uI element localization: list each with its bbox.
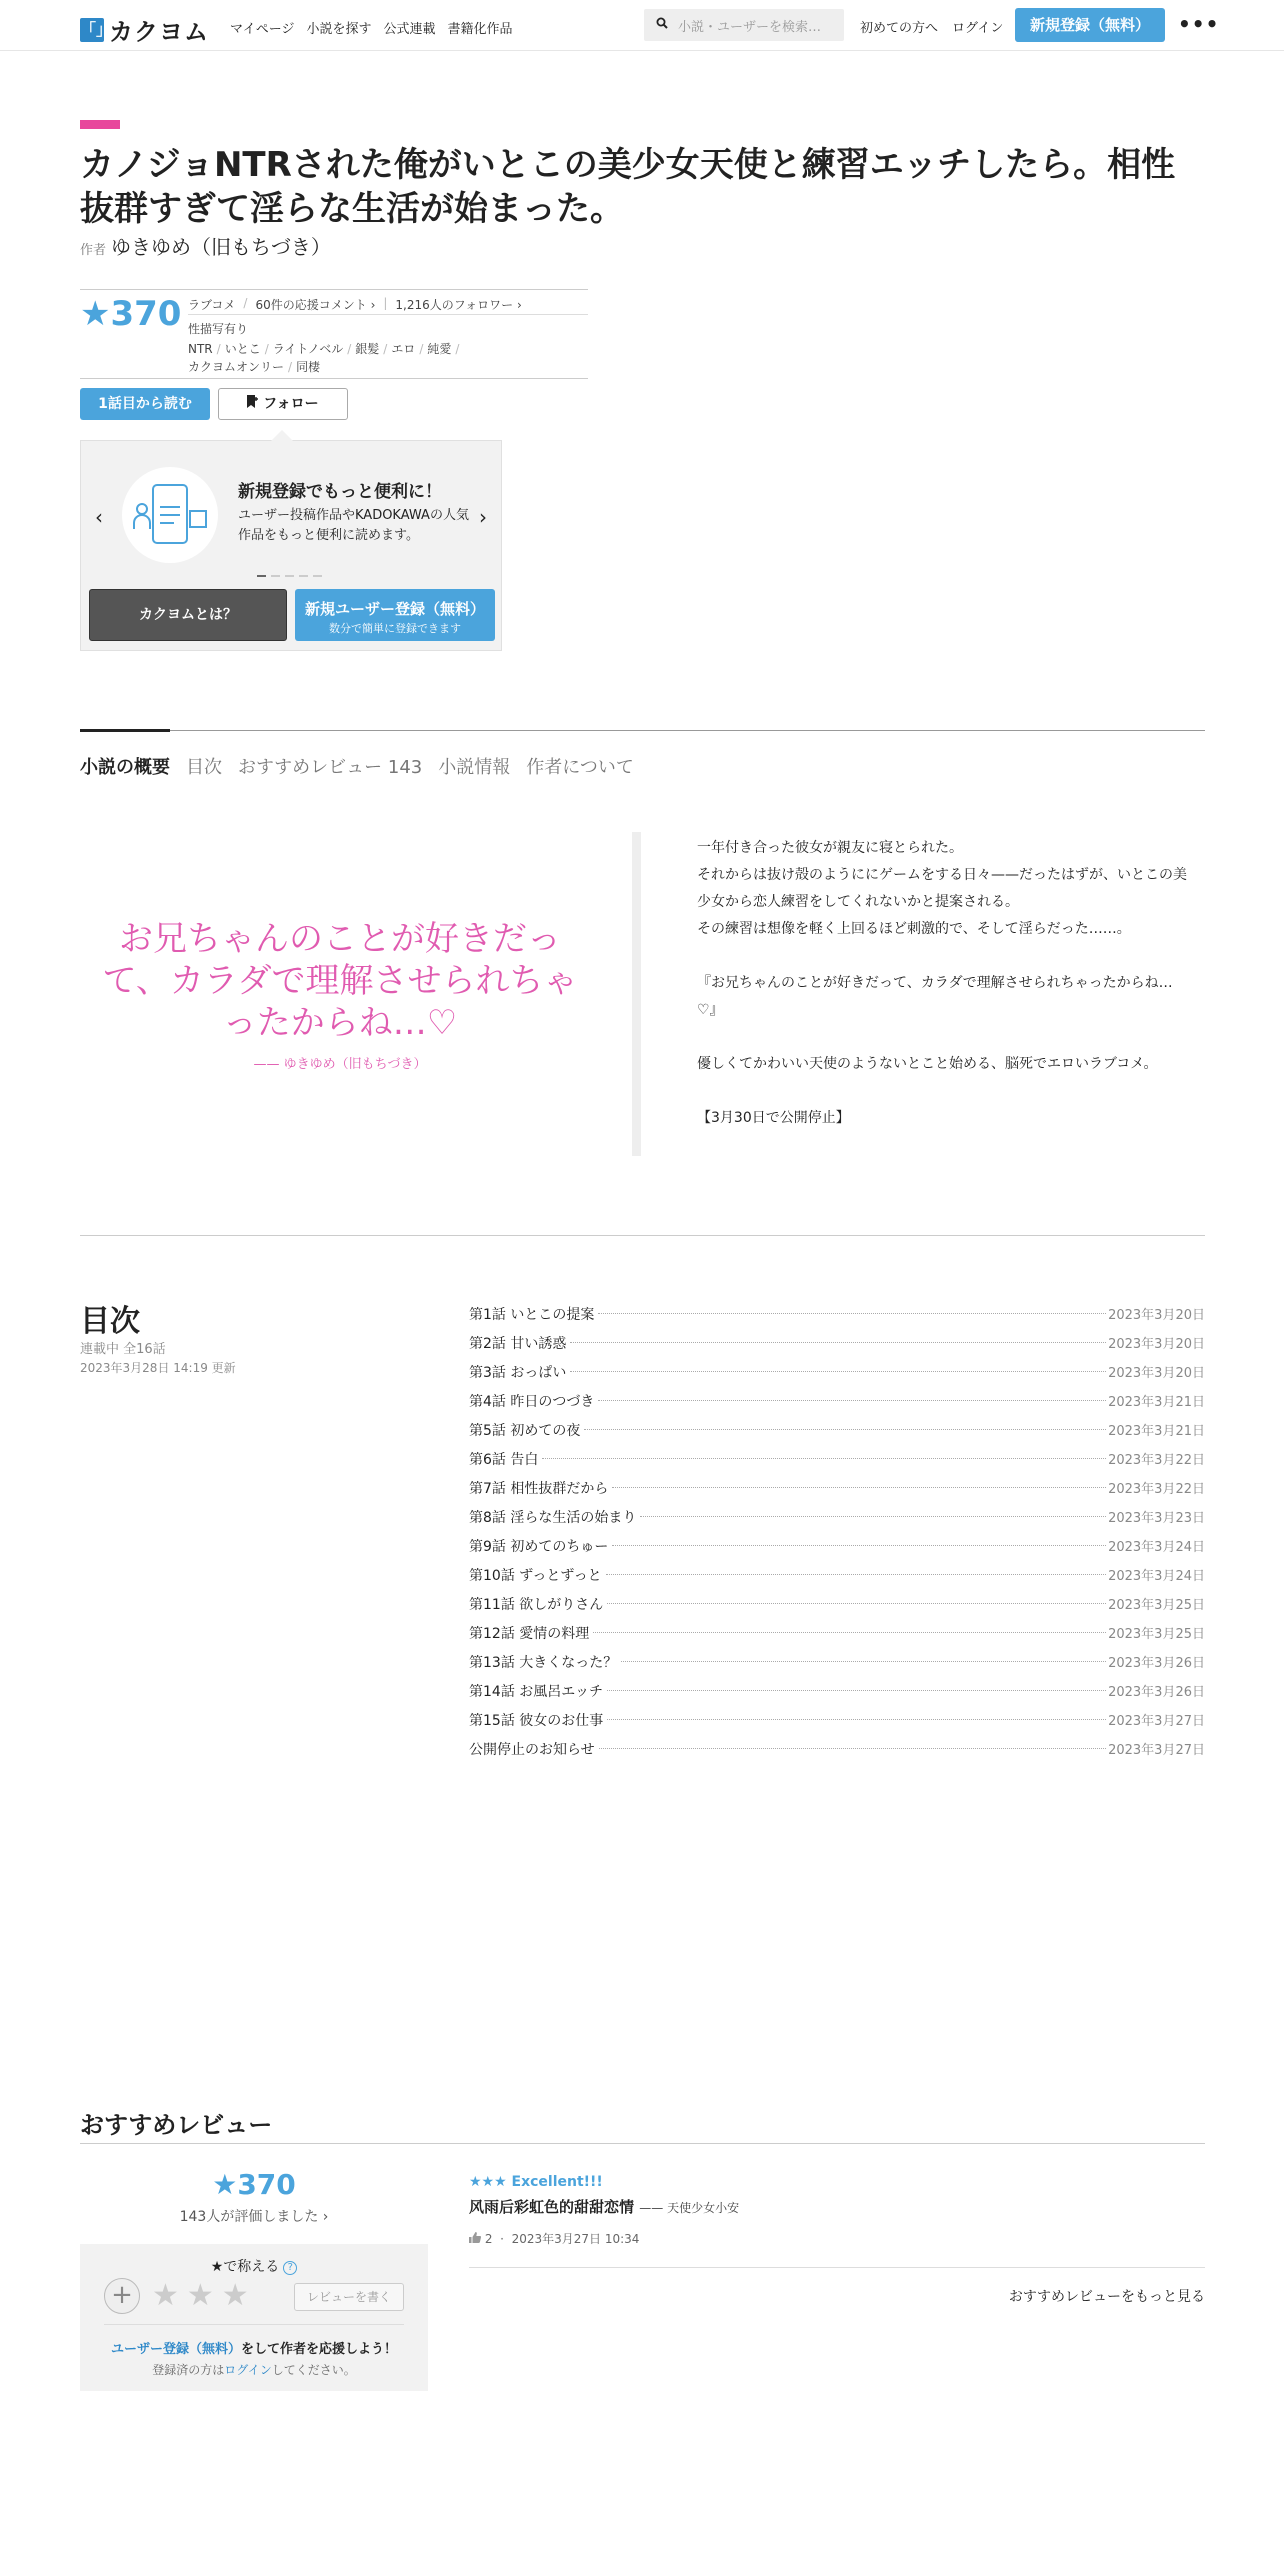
nav-official[interactable]: 公式連載: [383, 22, 436, 37]
episode-item[interactable]: [469, 1299, 1205, 1328]
praise-divider: [104, 2324, 404, 2325]
episode-item[interactable]: [469, 1502, 1205, 1531]
search-input[interactable]: [644, 9, 844, 41]
leader-dots: [542, 1458, 1106, 1459]
carousel-dot[interactable]: [257, 575, 266, 577]
chevron-right-icon: ›: [322, 2209, 329, 2225]
episode-title: 第7話 相性抜群だから: [469, 1478, 610, 1498]
section-divider: [80, 1235, 1205, 1236]
intro-divider: [632, 832, 641, 1156]
genre-color-bar: [80, 120, 120, 129]
tag[interactable]: 銀髪: [355, 342, 380, 356]
episode-date: 2023年3月20日: [1108, 1366, 1205, 1381]
introduction: [697, 835, 1187, 1159]
reviews-heading: おすすめレビュー: [80, 2111, 273, 2139]
star-rating[interactable]: ★370: [80, 294, 182, 334]
episode-date: 2023年3月20日: [1108, 1308, 1205, 1323]
bookmark-plus-icon: [247, 396, 258, 412]
about-kakuyomu-button[interactable]: カクヨムとは？: [89, 589, 287, 641]
register-link[interactable]: ユーザー登録（無料）: [110, 2342, 241, 2357]
tab-overview[interactable]: 小説の概要: [80, 757, 170, 778]
episode-list: [469, 1299, 1205, 1763]
nav-mypage[interactable]: マイページ: [230, 22, 295, 37]
episode-date: 2023年3月24日: [1108, 1540, 1205, 1555]
carousel-dot[interactable]: [299, 575, 308, 577]
carousel-dot[interactable]: [271, 575, 280, 577]
episode-date: 2023年3月23日: [1108, 1511, 1205, 1526]
review-star-total: ★370: [212, 2168, 296, 2201]
episode-title: 第12話 愛情の料理: [469, 1623, 591, 1643]
episode-title: 公開停止のお知らせ: [469, 1739, 597, 1759]
praise-label: ★で称える: [210, 2259, 280, 2275]
site-logo[interactable]: [80, 12, 209, 47]
separator: ·: [496, 2232, 508, 2246]
episode-date: 2023年3月25日: [1108, 1598, 1205, 1613]
thumbs-up-icon[interactable]: [469, 2232, 481, 2246]
leader-dots: [593, 1632, 1106, 1633]
carousel-prev-icon[interactable]: ‹: [95, 505, 103, 529]
episode-date: 2023年3月26日: [1108, 1656, 1205, 1671]
praise-title: [80, 2256, 428, 2276]
carousel-next-icon[interactable]: ›: [479, 505, 487, 529]
separator: /: [264, 342, 269, 356]
separator: /: [347, 342, 352, 356]
episode-title: 第3話 おっぱい: [469, 1362, 568, 1382]
leader-dots: [640, 1516, 1106, 1517]
comments-count: 60件の応援コメント: [255, 298, 367, 312]
nav-explore[interactable]: 小説を探す: [306, 22, 372, 37]
tag[interactable]: いとこ: [224, 342, 261, 356]
register-button[interactable]: 新規登録（無料）: [1015, 8, 1165, 42]
separator: /: [455, 342, 460, 356]
episode-title: 第10話 ずっとずっと: [469, 1565, 604, 1585]
leader-dots: [607, 1719, 1106, 1720]
review-divider: [469, 2267, 1205, 2268]
login-link[interactable]: ログイン: [952, 21, 1004, 36]
tag-list: [188, 340, 508, 376]
episode-title: 第9話 初めてのちゅー: [469, 1536, 610, 1556]
episode-title: 第4話 昨日のつづき: [469, 1391, 596, 1411]
episode-date: 2023年3月24日: [1108, 1569, 1205, 1584]
episode-item[interactable]: [469, 1415, 1205, 1444]
leader-dots: [612, 1545, 1106, 1546]
leader-dots: [607, 1690, 1106, 1691]
leader-dots: [584, 1429, 1106, 1430]
episode-title: 第13話 大きくなった？: [469, 1652, 619, 1672]
first-time-link[interactable]: 初めての方へ: [860, 21, 939, 36]
episode-item[interactable]: [469, 1676, 1205, 1705]
tag[interactable]: 純愛: [427, 342, 452, 356]
episode-item[interactable]: [469, 1560, 1205, 1589]
review-title[interactable]: 风雨后彩虹色的甜甜恋情: [469, 2198, 635, 2216]
active-tab-indicator: [80, 729, 170, 732]
nav-books[interactable]: 書籍化作品: [447, 22, 513, 37]
episode-title: 第14話 お風呂エッチ: [469, 1681, 605, 1701]
signup-sublabel: 数分で簡単に登録できます: [329, 622, 461, 635]
comments-link[interactable]: [255, 296, 375, 313]
tag[interactable]: ライトノベル: [272, 342, 344, 356]
login-link[interactable]: ログイン: [224, 2363, 272, 2377]
work-author: [80, 231, 331, 260]
chevron-right-icon: ›: [517, 298, 522, 312]
chevron-right-icon: ›: [370, 298, 376, 312]
tab-list: [80, 753, 634, 779]
global-header: [0, 0, 1284, 51]
separator: /: [243, 296, 248, 310]
add-star-button[interactable]: +: [104, 2278, 140, 2314]
leader-dots: [570, 1371, 1106, 1372]
content-warning: 性描写有り: [188, 322, 249, 336]
tag[interactable]: カクヨムオンリー: [188, 360, 285, 374]
header-links: [860, 17, 1003, 36]
work-title[interactable]: カノジョNTRされた俺がいとこの美少女天使と練習エッチしたら。相性抜群すぎて淫らな生活が始まった。: [80, 145, 1176, 229]
intro-paragraph: 一年付き合った彼女が親友に寝とられた。 それからは抜け殻のようににゲームをする日々——だったはずが、いとこの美少女から恋人練習をしてくれないかと提案される。 その練習は想像を軽く上回るほど刺激的で、そして淫らだった……。: [697, 840, 1187, 937]
episode-item[interactable]: [469, 1531, 1205, 1560]
intro-paragraph: 『お兄ちゃんのことが好きだって、カラダで理解させられちゃったからね…♡』: [697, 975, 1173, 1018]
work-tabs: [80, 730, 1205, 778]
episode-item[interactable]: [469, 1734, 1205, 1763]
genre-link[interactable]: ラブコメ: [188, 298, 236, 312]
follow-label: フォロー: [263, 396, 319, 412]
episode-date: 2023年3月22日: [1108, 1482, 1205, 1497]
followers-link[interactable]: [395, 296, 521, 313]
meta-row: [188, 296, 522, 313]
carousel-dot[interactable]: [285, 575, 294, 577]
episode-title: 第8話 淫らな生活の始まり: [469, 1507, 638, 1527]
separator: |: [383, 296, 388, 310]
cheer-rest: をして作者を応援しよう！: [241, 2342, 398, 2357]
catchphrase-author: —— ゆきゆめ（旧もちづき）: [253, 1057, 427, 1072]
episode-date: 2023年3月27日: [1108, 1743, 1205, 1758]
episode-item[interactable]: [469, 1328, 1205, 1357]
search-icon: [656, 17, 668, 33]
episode-date: 2023年3月20日: [1108, 1337, 1205, 1352]
followers-count: 1,216人のフォロワー: [395, 298, 514, 312]
login-pre: 登録済の方は: [152, 2363, 225, 2377]
episode-date: 2023年3月21日: [1108, 1424, 1205, 1439]
leader-dots: [599, 1748, 1107, 1749]
review-count: 143人が評価しました: [179, 2209, 319, 2225]
episode-item[interactable]: [469, 1705, 1205, 1734]
logo-text: カクヨム: [109, 18, 209, 46]
intro-paragraph: 【3月30日で公開停止】: [697, 1110, 850, 1126]
episode-title: 第1話 いとこの提案: [469, 1304, 596, 1324]
carousel-dot[interactable]: [313, 575, 322, 577]
more-reviews-link[interactable]: おすすめレビューをもっと見る: [1008, 2289, 1205, 2305]
praise-box: [80, 2244, 428, 2391]
episode-item[interactable]: [469, 1357, 1205, 1386]
carousel-dots: [257, 575, 322, 577]
search-placeholder: 小説・ユーザーを検索…: [678, 19, 822, 35]
tab-author[interactable]: 作者について: [526, 757, 634, 778]
follow-button[interactable]: [218, 388, 348, 420]
cheer-text: [80, 2338, 428, 2357]
episode-item[interactable]: [469, 1589, 1205, 1618]
episode-item[interactable]: [469, 1618, 1205, 1647]
review-meta: [469, 2230, 639, 2247]
login-post: してください。: [271, 2363, 356, 2377]
episode-date: 2023年3月25日: [1108, 1627, 1205, 1642]
episode-date: 2023年3月22日: [1108, 1453, 1205, 1468]
logo-mark-icon: 「」: [80, 18, 104, 42]
leader-dots: [570, 1342, 1106, 1343]
toc-status: 連載中 全16話: [80, 1342, 166, 1357]
episode-item[interactable]: [469, 1473, 1205, 1502]
global-nav: [230, 18, 513, 37]
new-user-signup-button[interactable]: [295, 589, 495, 641]
tag[interactable]: エロ: [391, 342, 416, 356]
login-text: [80, 2361, 428, 2378]
write-review-button[interactable]: レビューを書く: [294, 2283, 404, 2311]
episode-title: 第11話 欲しがりさん: [469, 1594, 605, 1614]
review-rating: ★★★ Excellent!!!: [469, 2174, 603, 2190]
episode-item[interactable]: [469, 1647, 1205, 1676]
episode-date: 2023年3月26日: [1108, 1685, 1205, 1700]
reviewer-name[interactable]: —— 天使少女小安: [639, 2201, 740, 2215]
separator: /: [288, 360, 293, 374]
review-item: [469, 2196, 739, 2217]
episode-item[interactable]: [469, 1444, 1205, 1473]
tag[interactable]: NTR: [188, 342, 213, 356]
episode-date: 2023年3月21日: [1108, 1395, 1205, 1410]
reviews-divider: [80, 2143, 1205, 2144]
leader-dots: [598, 1400, 1106, 1401]
leader-dots: [621, 1661, 1106, 1662]
phone-illustration-icon: [122, 467, 218, 563]
leader-dots: [598, 1313, 1106, 1314]
promo-title: 新規登録でもっと便利に！: [238, 482, 442, 502]
help-icon[interactable]: ?: [283, 2261, 297, 2275]
author-label: 作者: [80, 243, 107, 258]
intro-paragraph: 優しくてかわいい天使のようないとこと始める、脳死でエロいラブコメ。: [697, 1056, 1158, 1072]
episode-title: 第2話 甘い誘惑: [469, 1333, 568, 1353]
episode-date: 2023年3月27日: [1108, 1714, 1205, 1729]
signup-label: 新規ユーザー登録（無料）: [304, 600, 485, 618]
tab-reviews[interactable]: おすすめレビュー 143: [238, 757, 423, 778]
catchphrase: お兄ちゃんのことが好きだって、カラダで理解させられちゃったからね…♡: [102, 919, 578, 1043]
toc-updated: 2023年3月28日 14:19 更新: [80, 1361, 236, 1375]
read-first-episode-button[interactable]: 1話目から読む: [80, 388, 210, 420]
signup-promo-carousel: [80, 440, 502, 651]
episode-title: 第5話 初めての夜: [469, 1420, 582, 1440]
empty-stars-icon[interactable]: ★★★: [152, 2278, 257, 2313]
tag[interactable]: 同棲: [296, 360, 321, 374]
review-date: 2023年3月27日 10:34: [511, 2232, 640, 2246]
leader-dots: [607, 1603, 1106, 1604]
review-count-link[interactable]: [80, 2206, 428, 2226]
promo-pointer: [271, 430, 293, 441]
toc-heading: 目次: [80, 1304, 140, 1339]
likes-count: 2: [484, 2232, 493, 2246]
episode-item[interactable]: [469, 1386, 1205, 1415]
leader-dots: [606, 1574, 1107, 1575]
episode-title: 第6話 告白: [469, 1449, 540, 1469]
author-link[interactable]: ゆきゆめ（旧もちづき）: [111, 235, 331, 259]
leader-dots: [612, 1487, 1106, 1488]
separator: /: [216, 342, 221, 356]
promo-body: ユーザー投稿作品やKADOKAWAの人気作品をもっと便利に読めます。: [238, 508, 469, 543]
tab-toc[interactable]: 目次: [186, 757, 222, 778]
tab-info[interactable]: 小説情報: [438, 757, 511, 778]
more-menu-icon[interactable]: •••: [1178, 12, 1220, 36]
separator: /: [419, 342, 424, 356]
episode-title: 第15話 彼女のお仕事: [469, 1710, 605, 1730]
work-meta: [80, 289, 588, 379]
meta-divider: [188, 314, 588, 315]
separator: /: [383, 342, 388, 356]
